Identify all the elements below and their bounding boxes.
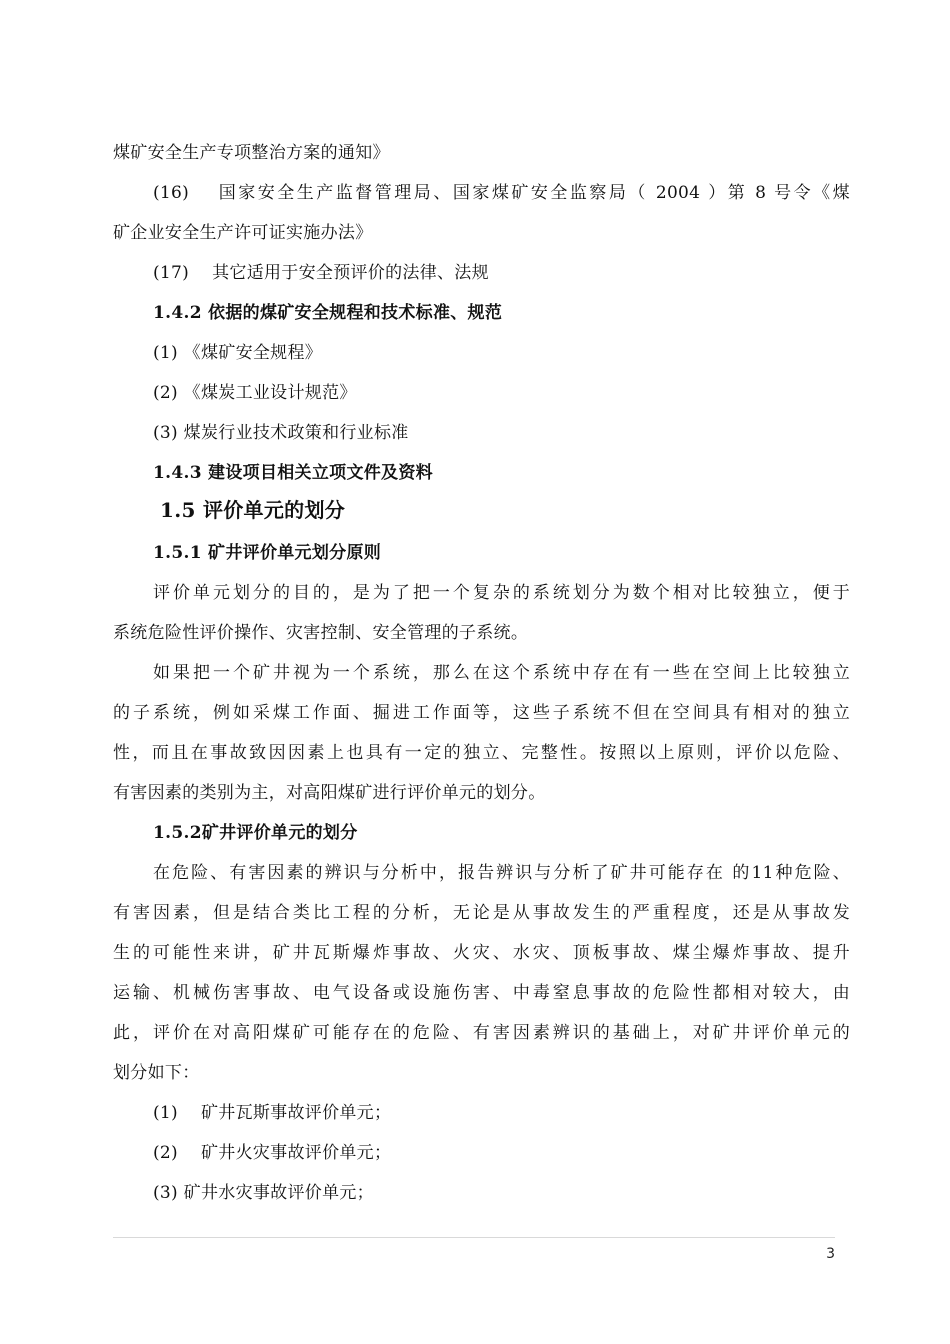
section-heading-1-5: 1.5 评价单元的划分	[160, 498, 346, 522]
paragraph-line: 如果把一个矿井视为一个系统，那么在这个系统中存在有一些在空间上比较独立	[153, 663, 850, 683]
section-heading-1-5-1: 1.5.1 矿井评价单元划分原则	[153, 543, 382, 563]
paragraph-line: 有害因素的类别为主，对高阳煤矿进行评价单元的划分。	[113, 783, 546, 803]
list-item: (2) 《煤炭工业设计规范》	[153, 383, 357, 403]
paragraph-line: 此，评价在对高阳煤矿可能存在的危险、有害因素辨识的基础上，对矿井评价单元的	[113, 1023, 850, 1043]
list-item-16: (16) 国家安全生产监督管理局、国家煤矿安全监察局（ 2004 ）第 8 号令《煤	[153, 183, 850, 203]
footer-divider	[113, 1237, 835, 1238]
list-item: (3) 矿井水灾事故评价单元；	[153, 1183, 374, 1203]
paragraph-line: 性，而且在事故致因因素上也具有一定的独立、完整性。按照以上原则，评价以危险、	[113, 743, 850, 763]
section-heading-1-4-3: 1.4.3 建设项目相关立项文件及资料	[153, 463, 433, 483]
paragraph-line: 的子系统，例如采煤工作面、掘进工作面等，这些子系统不但在空间具有相对的独立	[113, 703, 850, 723]
page-number: 3	[826, 1246, 835, 1262]
list-item-17: (17) 其它适用于安全预评价的法律、法规	[153, 263, 489, 283]
section-heading-1-4-2: 1.4.2 依据的煤矿安全规程和技术标准、规范	[153, 303, 503, 323]
paragraph-line: 运输、机械伤害事故、电气设备或设施伤害、中毒窒息事故的危险性都相对较大，由	[113, 983, 850, 1003]
paragraph-line: 煤矿安全生产专项整治方案的通知》	[113, 143, 390, 163]
paragraph-line: 系统危险性评价操作、灾害控制、安全管理的子系统。	[113, 623, 529, 643]
paragraph-line: 评价单元划分的目的，是为了把一个复杂的系统划分为数个相对比较独立，便于	[153, 583, 850, 603]
list-item: (1) 《煤矿安全规程》	[153, 343, 323, 363]
paragraph-line: 生的可能性来讲，矿井瓦斯爆炸事故、火灾、水灾、顶板事故、煤尘爆炸事故、提升	[113, 943, 850, 963]
paragraph-line: 有害因素，但是结合类比工程的分析，无论是从事故发生的严重程度，还是从事故发	[113, 903, 850, 923]
list-item: (2) 矿井火灾事故评价单元；	[153, 1143, 392, 1163]
paragraph-line: 矿企业安全生产许可证实施办法》	[113, 223, 373, 243]
paragraph-line: 在危险、有害因素的辨识与分析中，报告辨识与分析了矿井可能存在 的11种危险、	[153, 863, 850, 883]
list-item: (1) 矿井瓦斯事故评价单元；	[153, 1103, 392, 1123]
list-item: (3) 煤炭行业技术政策和行业标准	[153, 423, 409, 443]
paragraph-line: 划分如下：	[113, 1063, 200, 1083]
section-heading-1-5-2: 1.5.2矿井评价单元的划分	[153, 823, 358, 843]
